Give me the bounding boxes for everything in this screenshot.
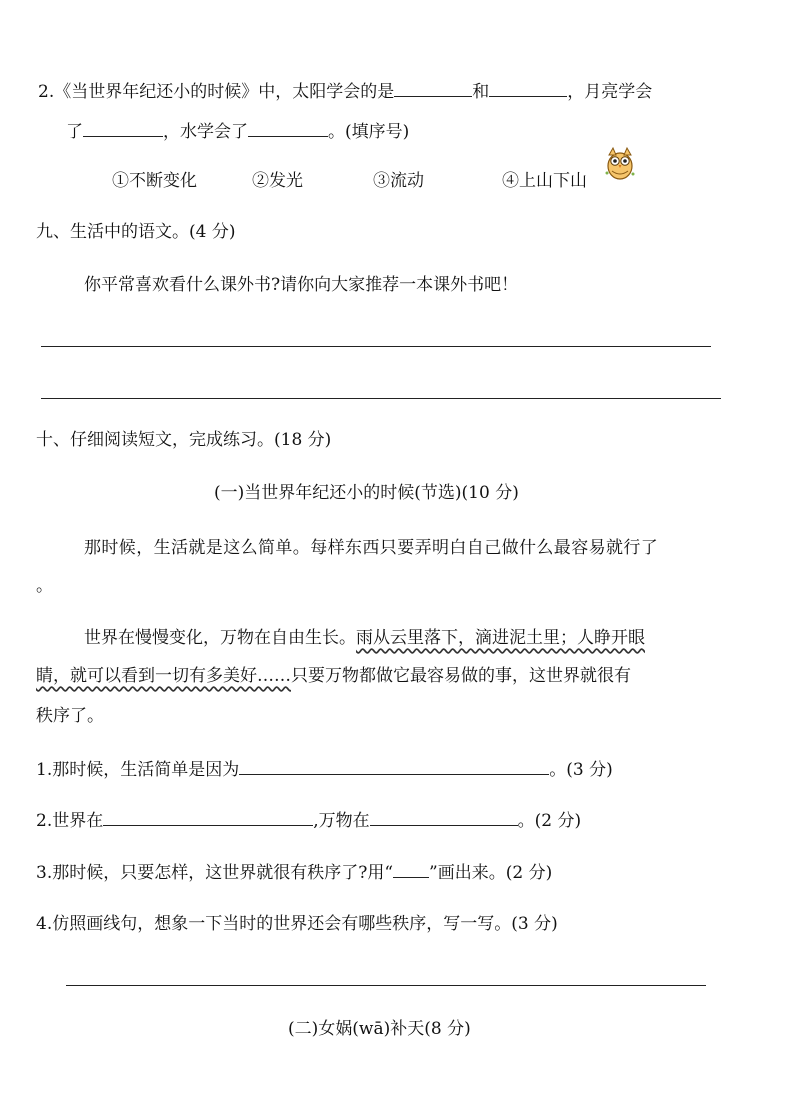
para1-line-1: 那时候，生活就是这么简单。每样东西只要弄明白自己做什么最容易就行了	[84, 538, 659, 558]
sub1-q1-blank[interactable]	[239, 756, 549, 775]
q2-line-2	[66, 118, 409, 144]
sub1-q3	[36, 859, 552, 885]
q2-option-3: ③流动	[373, 171, 424, 191]
sub1-q1-score: 。(3 分)	[549, 760, 613, 780]
owl-icon	[600, 143, 640, 183]
section9-title: 九、生活中的语文。(4 分)	[36, 222, 236, 242]
sub1-q1	[36, 756, 613, 782]
para2-line-3: 秩序了。	[36, 706, 104, 726]
sub1-q3-text-2: ”画出来。(2 分)	[429, 863, 553, 883]
q2-blank-sun-2[interactable]	[489, 78, 567, 97]
q2-option-4: ④上山下山	[502, 171, 587, 191]
para2-wavy-2: 睛，就可以看到一切有多美好……	[36, 666, 291, 686]
sub1-q3-underline-sample	[393, 859, 429, 878]
q2-text-5: 。(填序号)	[328, 122, 410, 142]
sub1-q4: 4.仿照画线句，想象一下当时的世界还会有哪些秩序，写一写。(3 分)	[36, 914, 558, 934]
section9-prompt: 你平常喜欢看什么课外书?请你向大家推荐一本课外书吧！	[84, 275, 519, 295]
q2-line-1	[38, 78, 652, 104]
sub1-q1-text: 1.那时候，生活简单是因为	[36, 760, 240, 780]
sub1-q3-text-1: 3.那时候，只要怎样，这世界就很有秩序了?用“	[36, 863, 394, 883]
q2-blank-water[interactable]	[248, 118, 328, 137]
sub1-q2-score: 。(2 分)	[517, 811, 582, 831]
sub1-q2-blank-1[interactable]	[103, 807, 313, 826]
q2-option-1: ①不断变化	[112, 171, 197, 191]
sub1-title: (一)当世界年纪还小的时候(节选)(10 分)	[214, 483, 519, 503]
sub1-q4-answer-line[interactable]	[66, 985, 706, 986]
q2-and: 和	[472, 82, 490, 102]
sub1-q2	[36, 807, 581, 833]
sub1-q2-text-2: ,万物在	[313, 811, 370, 831]
q2-text-1: 2.《当世界年纪还小的时候》中，太阳学会的是	[38, 82, 395, 102]
para2-plain-1: 世界在慢慢变化，万物在自由生长。	[84, 628, 356, 648]
para2-plain-2: 只要万物都做它最容易做的事，这世界就很有	[291, 666, 631, 686]
q2-blank-sun-1[interactable]	[394, 78, 472, 97]
sub1-q2-text-1: 2.世界在	[36, 811, 104, 831]
q2-text-2: ，月亮学会	[567, 82, 653, 102]
section9-answer-line-2[interactable]	[41, 398, 721, 399]
para2-wavy-1: 雨从云里落下，滴进泥土里；人睁开眼	[356, 628, 645, 648]
sub1-q2-blank-2[interactable]	[370, 807, 518, 826]
q2-blank-moon[interactable]	[83, 118, 163, 137]
section9-answer-line-1[interactable]	[41, 346, 711, 347]
q2-option-2: ②发光	[252, 171, 303, 191]
section10-title: 十、仔细阅读短文，完成练习。(18 分)	[36, 430, 332, 450]
q2-text-4: ，水学会了	[163, 122, 248, 142]
para2-line-2	[36, 664, 631, 688]
para1-line-2: 。	[36, 576, 53, 596]
q2-text-3: 了	[66, 122, 83, 142]
para2-line-1	[84, 626, 645, 650]
sub2-title: (二)女娲(wā)补天(8 分)	[288, 1019, 471, 1039]
